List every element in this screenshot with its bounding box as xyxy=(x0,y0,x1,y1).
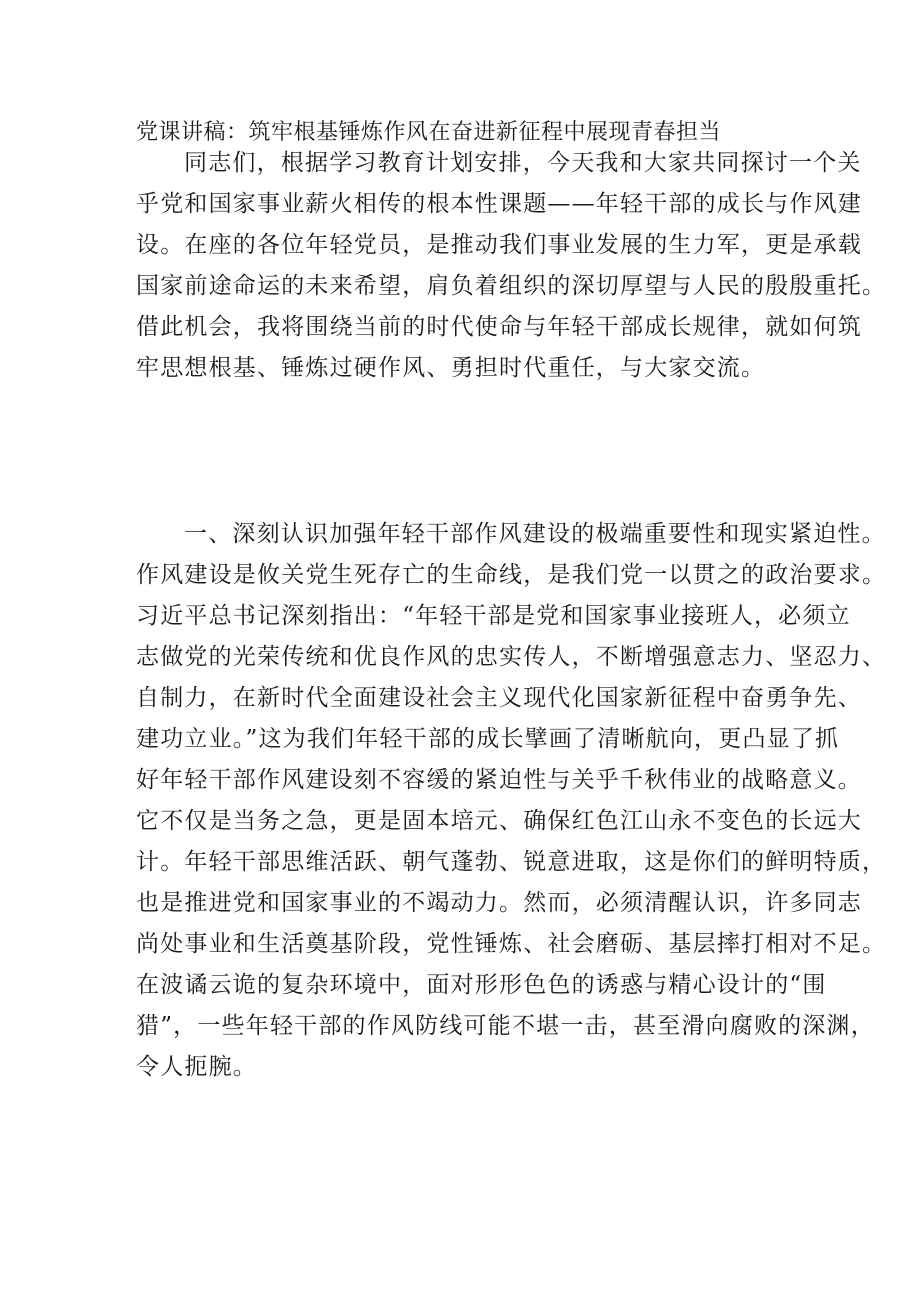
text-line: 借此机会，我将围绕当前的时代使命与年轻干部成长规律，就如何筑 xyxy=(136,314,862,340)
document-title: 党课讲稿：筑牢根基锤炼作风在奋进新征程中展现青春担当 xyxy=(136,120,722,145)
text-line: 自制力，在新时代全面建设社会主义现代化国家新征程中奋勇争先、 xyxy=(136,685,862,711)
text-line: 计。年轻干部思维活跃、朝气蓬勃、锐意进取，这是你们的鲜明特质， xyxy=(136,849,887,875)
text-line: 猎”，一些年轻干部的作风防线可能不堪一击，甚至滑向腐败的深渊， xyxy=(136,1013,875,1039)
text-line: 它不仅是当务之急，更是固本培元、确保红色江山永不变色的长远大 xyxy=(136,808,862,834)
text-line: 令人扼腕。 xyxy=(136,1054,257,1080)
text-line: 牢思想根基、锤炼过硬作风、勇担时代重任，与大家交流。 xyxy=(136,355,766,381)
text-line: 在波谲云诡的复杂环境中，面对形形色色的诱惑与精心设计的“围 xyxy=(136,972,827,998)
text-line: 乎党和国家事业薪火相传的根本性课题——年轻干部的成长与作风建 xyxy=(136,191,862,217)
text-line: 同志们，根据学习教育计划安排，今天我和大家共同探讨一个关 xyxy=(184,150,862,176)
text-line: 建功立业。”这为我们年轻干部的成长擘画了清晰航向，更凸显了抓 xyxy=(136,726,840,752)
text-line: 好年轻干部作风建设刻不容缓的紧迫性与关乎千秋伟业的战略意义。 xyxy=(136,767,862,793)
text-line: 也是推进党和国家事业的不竭动力。然而，必须清醒认识，许多同志 xyxy=(136,890,862,916)
paragraph-section-one xyxy=(136,514,887,1088)
text-line: 设。在座的各位年轻党员，是推动我们事业发展的生力军，更是承载 xyxy=(136,232,862,258)
text-line: 尚处事业和生活奠基阶段，党性锤炼、社会磨砺、基层摔打相对不足。 xyxy=(136,931,887,957)
section-heading-line: 一、深刻认识加强年轻干部作风建设的极端重要性和现实紧迫性。 xyxy=(184,521,886,547)
text-line: 国家前途命运的未来希望，肩负着组织的深切厚望与人民的殷殷重托。 xyxy=(136,273,887,299)
text-line: 习近平总书记深刻指出：“年轻干部是党和国家事业接班人，必须立 xyxy=(136,603,851,629)
paragraph-intro xyxy=(136,143,887,389)
text-line: 志做党的光荣传统和优良作风的忠实传人，不断增强意志力、坚忍力、 xyxy=(136,644,887,670)
text-line: 作风建设是攸关党生死存亡的生命线，是我们党一以贯之的政治要求。 xyxy=(136,562,887,588)
